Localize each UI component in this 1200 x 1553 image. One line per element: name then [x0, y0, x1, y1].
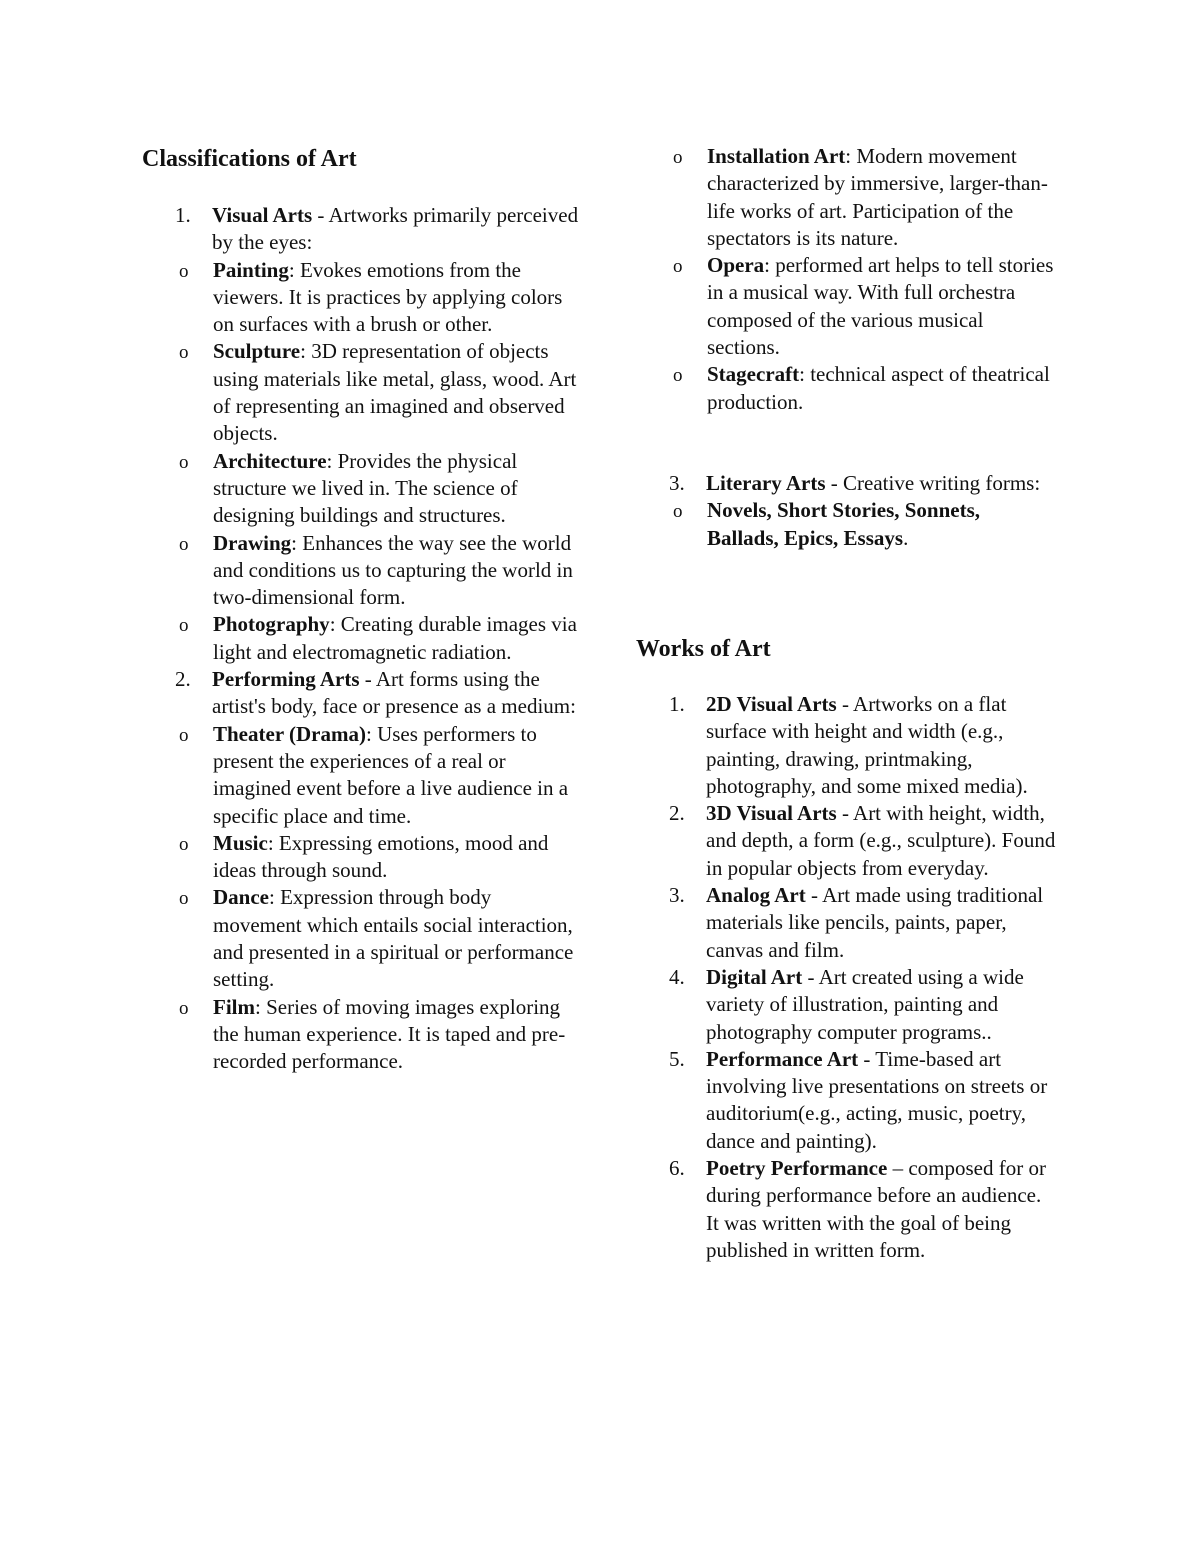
- classifications-list: [142, 202, 582, 1076]
- sub-item-sculpture: [142, 338, 582, 447]
- item-desc: - Art made using traditional materials like pencils, paints, paper, canvas and film.: [706, 883, 1044, 962]
- item-title: Literary Arts: [706, 471, 826, 495]
- sub-item-architecture: [142, 448, 582, 530]
- item-title: Analog Art: [706, 883, 806, 908]
- sub-item-desc: : Evokes emotions from the viewers. It is practices by applying colors on surfaces with a brush or other.: [213, 257, 563, 337]
- bullet-icon: o: [179, 533, 189, 555]
- sublist-visual-arts: [142, 257, 582, 666]
- sub-item-desc: : Expression through body movement which entails social interaction, and presented in a spiritual or performance setting.: [213, 885, 574, 992]
- item-desc: - Artworks on a flat surface with height and width (e.g., painting, drawing, printmaking, photography, and some mixed media).: [706, 692, 1028, 798]
- bullet-icon: o: [179, 615, 189, 637]
- sub-item-film: [142, 994, 582, 1076]
- bullet-icon: o: [673, 501, 683, 523]
- item-title: Poetry Performance: [706, 1156, 888, 1181]
- sub-item-dance: [142, 884, 582, 993]
- sub-item-title: Stagecraft: [707, 362, 800, 387]
- item-title: Digital Art: [706, 964, 803, 989]
- sub-item-desc: : Series of moving images exploring the human experience. It is taped and pre- recorded performance.: [213, 994, 566, 1074]
- list-item-performing-arts: [142, 666, 582, 1075]
- sub-item-desc: : Provides the physical structure we lived in. The science of designing buildings and structures.: [213, 448, 518, 528]
- item-desc: - Art with height, width, and depth, a form (e.g., sculpture). Found in popular objects from everyday.: [706, 801, 1056, 880]
- sub-item-desc: : Uses performers to present the experiences of a real or imagined event before a live audience in a specific place and time.: [213, 721, 569, 828]
- works-list: [636, 691, 1056, 1264]
- sub-item-drawing: [142, 530, 582, 612]
- sub-item-theater: [142, 721, 582, 830]
- sub-item-title: Music: [213, 830, 268, 855]
- list-item-poetry-performance: [636, 1155, 1056, 1264]
- item-number: 2.: [669, 801, 685, 826]
- item-desc: - Artworks primarily perceived by the eyes:: [212, 203, 579, 255]
- list-item-analog-art: [636, 882, 1056, 964]
- bullet-icon: o: [673, 365, 683, 387]
- sub-item-title: Novels, Short Stories, Sonnets, Ballads, Epics, Essays: [707, 498, 981, 550]
- bullet-icon: o: [179, 997, 189, 1019]
- item-desc: - Time-based art involving live presentations on streets or auditorium(e.g., acting, music, poetry, dance and painting).: [706, 1046, 1048, 1153]
- sub-item-title: Installation Art: [707, 144, 846, 168]
- item-desc: – composed for or during performance before an audience. It was written with the goal of being published in written form.: [706, 1156, 1046, 1262]
- heading-classifications: Classifications of Art: [142, 146, 357, 172]
- bullet-icon: o: [179, 451, 189, 473]
- item-number: 4.: [669, 964, 685, 989]
- item-desc: - Creative writing forms:: [825, 471, 1041, 495]
- list-item-3d-visual-arts: [636, 800, 1056, 882]
- sublist-performing-arts-continued: [636, 143, 1056, 416]
- sub-item-title: Film: [213, 994, 255, 1019]
- sub-item-opera: [636, 252, 1056, 361]
- item-desc: - Art forms using the artist's body, face or presence as a medium:: [212, 667, 576, 719]
- bullet-icon: o: [179, 888, 189, 910]
- sub-item-desc: : Creating durable images via light and electromagnetic radiation.: [213, 612, 577, 664]
- sublist-literary-arts: [636, 497, 1056, 552]
- item-number: 6.: [669, 1156, 685, 1181]
- item-number: 2.: [175, 667, 191, 692]
- sub-item-title: Photography: [213, 612, 330, 637]
- list-item-2d-visual-arts: [636, 691, 1056, 800]
- bullet-icon: o: [179, 724, 189, 746]
- sub-item-desc: : performed art helps to tell stories in a musical way. With full orchestra composed of the various musical sections.: [707, 253, 1054, 360]
- bullet-icon: o: [673, 256, 683, 278]
- item-number: 3.: [669, 883, 685, 908]
- heading-works-of-art: Works of Art: [636, 636, 771, 662]
- sub-item-title: Sculpture: [213, 339, 301, 364]
- sub-item-photography: [142, 611, 582, 666]
- sub-item-desc: : Enhances the way see the world and conditions us to capturing the world in two-dimensional form.: [213, 530, 573, 610]
- item-number: 1.: [175, 203, 191, 227]
- sub-item-desc: : Expressing emotions, mood and ideas through sound.: [213, 830, 549, 883]
- sub-item-desc: : Modern movement characterized by immersive, larger-than-life works of art. Participation of the spectators is its nature.: [707, 144, 1048, 250]
- item-title: Visual Arts: [212, 203, 313, 227]
- item-title: 3D Visual Arts: [706, 801, 837, 826]
- sub-item-title: Painting: [213, 257, 289, 282]
- item-title: Performing Arts: [212, 667, 360, 692]
- list-item-performance-art: [636, 1046, 1056, 1155]
- item-number: 5.: [669, 1046, 685, 1071]
- sub-item-title: Dance: [213, 885, 269, 910]
- sublist-performing-arts: [142, 721, 582, 1076]
- sub-item-desc: : 3D representation of objects using materials like metal, glass, wood. Art of representing an imagined and observed objects.: [213, 339, 577, 446]
- bullet-icon: o: [179, 342, 189, 364]
- sub-item-title: Architecture: [213, 448, 327, 473]
- item-number: 1.: [669, 692, 685, 716]
- sub-item-desc: : technical aspect of theatrical production.: [707, 362, 1050, 414]
- list-item-digital-art: [636, 964, 1056, 1046]
- sub-item-title: Theater (Drama): [213, 721, 366, 746]
- sub-item-installation-art: [636, 143, 1056, 252]
- sub-item-painting: [142, 257, 582, 339]
- sub-item-stagecraft: [636, 361, 1056, 416]
- bullet-icon: o: [673, 147, 683, 168]
- sub-item-title: Drawing: [213, 530, 292, 555]
- bullet-icon: o: [179, 833, 189, 855]
- item-title: 2D Visual Arts: [706, 692, 837, 716]
- item-title: Performance Art: [706, 1046, 859, 1071]
- list-item-visual-arts: [142, 202, 582, 666]
- sub-item-desc: .: [903, 525, 909, 550]
- sub-item-title: Opera: [707, 253, 765, 278]
- sub-item-music: [142, 830, 582, 885]
- sub-item-literary-forms: [636, 497, 1056, 552]
- bullet-icon: o: [179, 260, 189, 282]
- item-number: 3.: [669, 471, 685, 495]
- item-desc: - Art created using a wide variety of illustration, painting and photography computer programs..: [706, 964, 1024, 1044]
- literary-list: [636, 470, 1056, 552]
- list-item-literary-arts: [636, 470, 1056, 552]
